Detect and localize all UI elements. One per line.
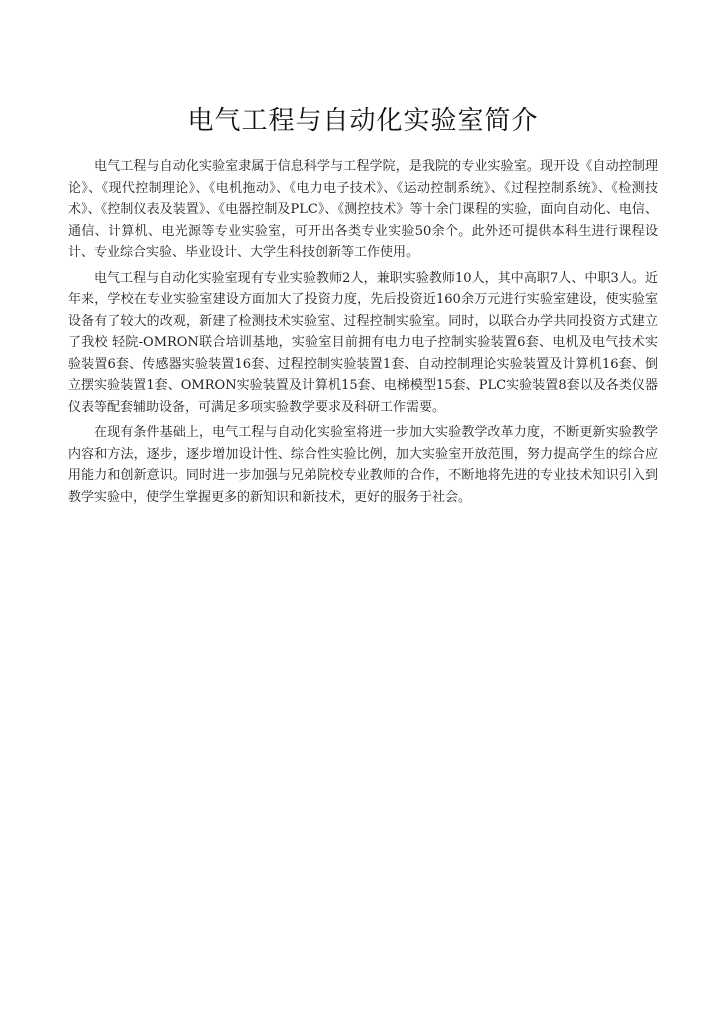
paragraph-future-plans: 在现有条件基础上，电气工程与自动化实验室将进一步加大实验教学改革力度，不断更新实验教学内容和方法，逐步，逐步增加设计性、综合性实验比例，加大实验室开放范围，努力提高学生的综合应用能力和创新意识。同时进一步加强与兄弟院校专业教师的合作，不断地将先进的专业技术知识引入到教学实验中，使学生掌握更多的新知识和新技术，更好的服务于社会。 (68, 425, 658, 505)
paragraph-lab-overview: 电气工程与自动化实验室隶属于信息科学与工程学院，是我院的专业实验室。现开设《自动控制理论》、《现代控制理论》、《电机拖动》、《电力电子技术》、《运动控制系统》、《过程控制系统》、《检测技术》、《控制仪表及装置》、《电器控制及PLC》、《测控技术》等十余门课程的实验，面向自动化、电信、通信、计算机、电光源等专业实验室，可开出各类专业实验50余个。此外还可提供本科生进行课程设计、专业综合实验、毕业设计、大学生科技创新等工作使用。 (68, 159, 658, 260)
paragraph-staff-and-equipment: 电气工程与自动化实验室现有专业实验教师2人，兼职实验教师10人，其中高职7人、中职3人。近年来，学校在专业实验室建设方面加大了投资力度，先后投资近160余万元进行实验室建设，使实验室设备有了较大的改观，新建了检测技术实验室、过程控制实验室。同时，以联合办学共同投资方式建立了我校 轻院-OMRON联合培训基地，实验室目前拥有电力电子控制实验装置6套、电机及电气技术实验装置6套、传感器实验装置16套、过程控制实验装置1套、自动控制理论实验装置及计算机16套、倒立摆实验装置1套、OMRON实验装置及计算机15套、电梯模型15套、PLC实验装置8套以及各类仪器仪表等配套辅助设备，可满足多项实验教学要求及科研工作需要。 (68, 270, 658, 415)
page-title: 电气工程与自动化实验室简介 (187, 106, 539, 136)
document-body (68, 105, 658, 512)
